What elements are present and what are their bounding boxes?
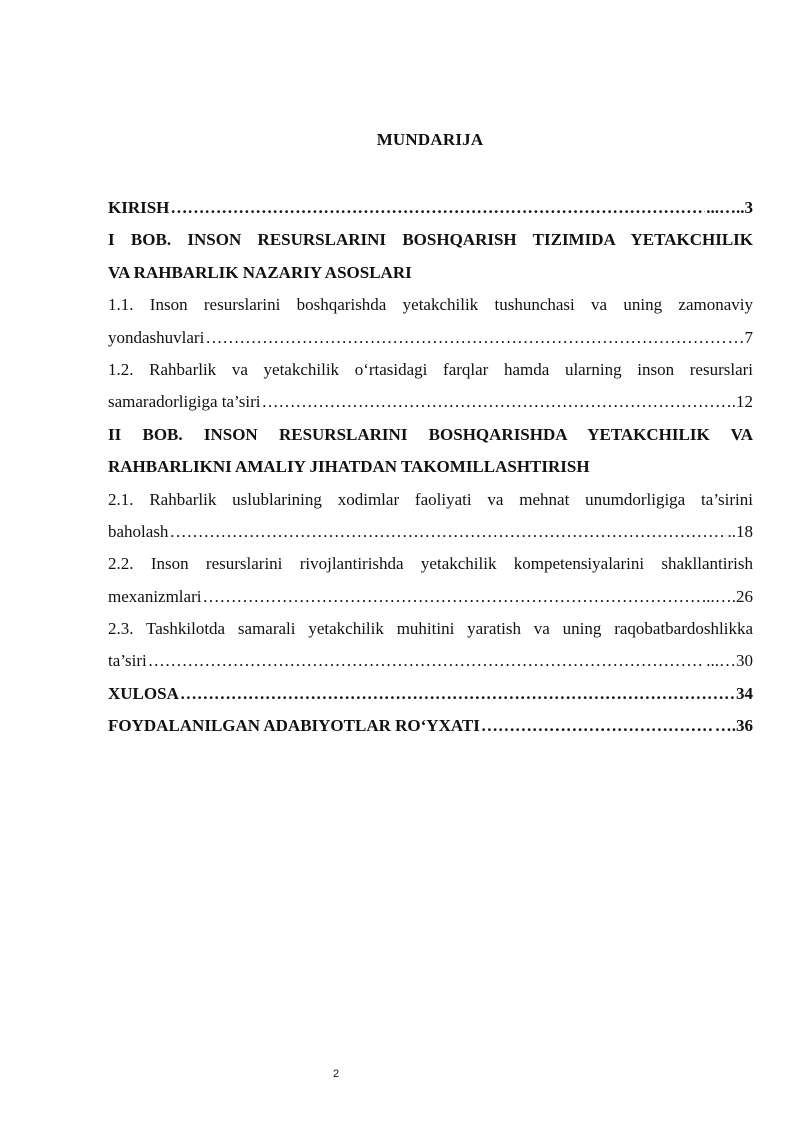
toc-entry-line: 2.1. Rahbarlik uslublarining xodimlar faoliyati va mehnat unumdorligiga ta’sirini bbox=[108, 489, 753, 509]
toc-leader-tail: … bbox=[727, 327, 745, 347]
toc-page-number: 36 bbox=[736, 716, 753, 736]
toc-section-2-3[interactable] bbox=[108, 613, 753, 678]
toc-entry-label: yondashuvlari bbox=[108, 327, 205, 347]
toc-entry-label: KIRISH bbox=[108, 198, 170, 217]
toc-page-number: 30 bbox=[736, 651, 753, 671]
toc-entry-label: ta’siri bbox=[108, 651, 147, 671]
toc-entry-label: samaradorligiga ta’siri bbox=[108, 392, 261, 412]
toc-leader-tail: ...… bbox=[706, 651, 736, 671]
toc-entry-line: I BOB. INSON RESURSLARINI BOSHQARISH TIZIMIDA YETAKCHILIK bbox=[108, 230, 753, 250]
toc-entry-line: 2.3. Tashkilotda samarali yetakchilik muhitini yaratish va uning raqobatbardoshlikka bbox=[108, 619, 753, 639]
toc-leader bbox=[481, 710, 714, 742]
toc-page-number: 12 bbox=[736, 392, 753, 412]
toc-chapter-2[interactable] bbox=[108, 419, 753, 484]
toc-entry-label: RAHBARLIKNI AMALIY JIHATDAN TAKOMILLASHTIRISH bbox=[108, 457, 590, 477]
toc-leader-tail: ..…. bbox=[706, 586, 736, 606]
toc-leader-tail: .. bbox=[727, 521, 736, 541]
page-number: 2 bbox=[332, 1068, 340, 1080]
toc-entry-xulosa[interactable] bbox=[108, 678, 753, 710]
toc-section-2-2[interactable] bbox=[108, 548, 753, 613]
toc-leader bbox=[169, 516, 726, 548]
toc-leader bbox=[180, 678, 735, 710]
page-title: MUNDARIJA bbox=[376, 130, 484, 149]
toc-leader-tail: …. bbox=[714, 716, 736, 736]
toc-leader-tail: . bbox=[731, 392, 736, 412]
table-of-contents bbox=[108, 192, 753, 743]
toc-leader bbox=[205, 322, 726, 354]
toc-entry-line: 1.1. Inson resurslarini boshqarishda yetakchilik tushunchasi va uning zamonaviy bbox=[108, 295, 753, 315]
toc-entry-label: XULOSA bbox=[108, 683, 179, 703]
toc-page-number: 3 bbox=[744, 198, 753, 217]
toc-section-2-1[interactable] bbox=[108, 484, 753, 549]
toc-entry-label: mexanizmlari bbox=[108, 586, 202, 606]
toc-section-1-2[interactable] bbox=[108, 354, 753, 419]
toc-leader bbox=[170, 192, 705, 224]
toc-entry-line: II BOB. INSON RESURSLARINI BOSHQARISHDA YETAKCHILIK VA bbox=[108, 424, 753, 444]
toc-leader-tail: ...….. bbox=[706, 198, 745, 217]
toc-page-number: 18 bbox=[736, 521, 753, 541]
toc-section-1-1[interactable] bbox=[108, 289, 753, 354]
toc-entry-line: 1.2. Rahbarlik va yetakchilik o‘rtasidagi farqlar hamda ularning inson resurslari bbox=[108, 359, 753, 379]
toc-entry-kirish[interactable] bbox=[108, 192, 753, 224]
toc-entry-label: VA RAHBARLIK NAZARIY ASOSLARI bbox=[108, 262, 412, 282]
toc-entry-label: FOYDALANILGAN ADABIYOTLAR RO‘YXATI bbox=[108, 716, 480, 736]
toc-chapter-1[interactable] bbox=[108, 224, 753, 289]
toc-page-number: 7 bbox=[744, 327, 753, 347]
toc-entry-line: 2.2. Inson resurslarini rivojlantirishda yetakchilik kompetensiyalarini shakllantirish bbox=[108, 554, 753, 574]
toc-page-number: 26 bbox=[736, 586, 753, 606]
toc-page-number: 34 bbox=[736, 683, 753, 703]
toc-leader bbox=[148, 645, 706, 677]
toc-entry-label: baholash bbox=[108, 521, 169, 541]
toc-entry-references[interactable] bbox=[108, 710, 753, 742]
toc-leader bbox=[261, 386, 730, 418]
toc-leader bbox=[202, 581, 705, 613]
